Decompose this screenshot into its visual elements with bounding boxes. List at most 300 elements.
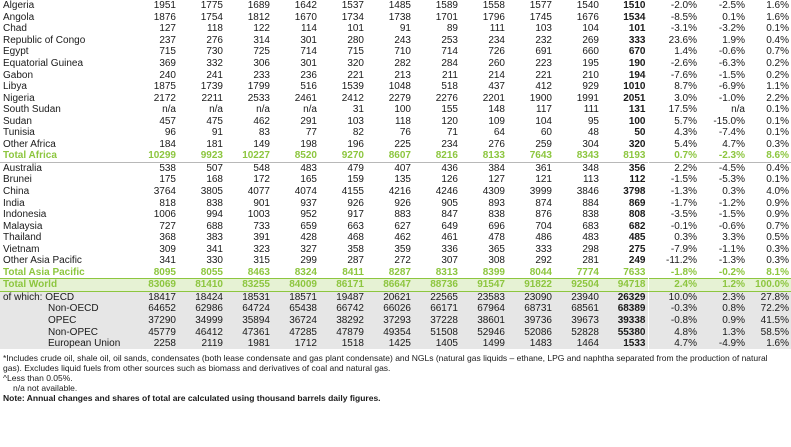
table-cell: 243 xyxy=(394,34,411,46)
table-cell: 135 xyxy=(394,174,411,186)
table-cell: 8324 xyxy=(294,266,317,278)
table-cell: -4.9% xyxy=(699,338,747,350)
table-cell: 111 xyxy=(489,23,505,35)
table-cell: 1510 xyxy=(623,0,646,12)
table-cell: 1405 xyxy=(413,338,460,350)
table-cell: 0.5% xyxy=(766,232,789,244)
table-cell: 365 xyxy=(488,243,505,255)
table-cell: 120 xyxy=(441,115,458,127)
table-cell: 8.1% xyxy=(766,266,789,278)
table-row xyxy=(0,81,791,93)
table-cell: 1483 xyxy=(507,338,554,350)
table-cell: -6.9% xyxy=(718,81,745,93)
row-label: Australia xyxy=(0,162,131,174)
row-label: Total Africa xyxy=(3,150,57,162)
table-cell: 8463 xyxy=(247,266,270,278)
table-cell: 8.6% xyxy=(766,150,789,162)
table-cell: 818 xyxy=(159,197,176,209)
table-cell: 45779 xyxy=(131,326,178,338)
table-cell: 691 xyxy=(535,46,552,58)
table-cell: 314 xyxy=(253,34,270,46)
table-cell: 874 xyxy=(535,197,552,209)
table-cell: 48 xyxy=(587,127,599,139)
table-cell: 223 xyxy=(535,58,552,69)
table-cell: -2.0% xyxy=(648,0,699,12)
table-cell: 1425 xyxy=(366,338,413,350)
table-cell: 1812 xyxy=(247,11,270,23)
table-cell: 113 xyxy=(583,174,599,186)
table-cell: -0.6% xyxy=(718,46,745,58)
table-cell: 2258 xyxy=(131,338,178,350)
table-cell: 1799 xyxy=(247,81,270,93)
table-cell: 20621 xyxy=(366,291,413,303)
table-cell: 39673 xyxy=(554,315,601,327)
row-label: Other Asia Pacific xyxy=(3,255,82,267)
table-cell: 276 xyxy=(488,138,505,150)
table-cell: 36724 xyxy=(272,315,319,327)
table-cell: 68389 xyxy=(601,303,648,315)
table-cell: -6.3% xyxy=(718,58,745,69)
table-cell: 260 xyxy=(488,58,505,69)
table-cell: 52086 xyxy=(507,326,554,338)
table-cell: 730 xyxy=(206,46,223,58)
table-cell: 91 xyxy=(399,23,411,35)
table-row xyxy=(0,315,791,327)
table-cell: 0.1% xyxy=(766,23,789,35)
table-cell: 198 xyxy=(300,138,317,150)
table-cell: 1745 xyxy=(529,11,552,23)
table-cell: 3999 xyxy=(529,186,552,198)
row-label: Nigeria xyxy=(3,92,35,104)
table-cell: 368 xyxy=(159,232,176,244)
table-cell: -2.5% xyxy=(718,0,745,12)
table-cell: 126 xyxy=(441,174,458,186)
table-cell: 359 xyxy=(394,243,411,255)
table-cell: 733 xyxy=(253,220,270,232)
table-cell: 301 xyxy=(300,34,317,46)
table-cell: 91822 xyxy=(507,279,554,292)
table-cell: 332 xyxy=(206,58,223,69)
table-cell: 0.1% xyxy=(766,115,789,127)
table-cell: 1540 xyxy=(576,0,599,12)
table-cell: -1.3% xyxy=(718,255,745,267)
table-cell: 1003 xyxy=(247,209,270,221)
table-cell: 1676 xyxy=(576,11,599,23)
table-cell: 4246 xyxy=(435,186,458,198)
table-cell: 659 xyxy=(300,220,317,232)
table-cell: 55380 xyxy=(601,326,648,338)
table-cell: 3846 xyxy=(576,186,599,198)
table-row xyxy=(0,35,791,47)
table-cell: 0.4% xyxy=(766,34,789,46)
table-cell: 89 xyxy=(446,23,458,35)
table-cell: 407 xyxy=(366,162,413,174)
table-cell: -8.5% xyxy=(648,12,699,24)
table-cell: 838 xyxy=(582,209,599,221)
table-cell: 384 xyxy=(460,162,507,174)
table-cell: 8095 xyxy=(153,266,176,278)
row-label: Malaysia xyxy=(3,220,43,232)
table-cell: 0.1% xyxy=(766,104,789,116)
table-cell: 1796 xyxy=(482,11,505,23)
table-cell: 483 xyxy=(582,232,599,244)
table-cell: 64724 xyxy=(225,303,272,315)
table-cell: 1739 xyxy=(200,81,223,93)
table-cell: 86171 xyxy=(319,279,366,292)
table-cell: 181 xyxy=(206,138,223,150)
table-cell: 60 xyxy=(540,127,552,139)
table-cell: 1875 xyxy=(153,81,176,93)
table-cell: 104 xyxy=(582,23,599,35)
table-cell: 486 xyxy=(535,232,552,244)
table-cell: 0.1% xyxy=(766,174,789,186)
table-cell: 2201 xyxy=(482,92,505,104)
table-cell: 83069 xyxy=(131,279,178,292)
table-cell: 23.6% xyxy=(648,35,699,47)
table-cell: 649 xyxy=(441,220,458,232)
table-cell: 1537 xyxy=(341,0,364,12)
table-cell: -1.5% xyxy=(648,174,699,186)
table-cell: 149 xyxy=(253,138,270,150)
table-cell: 2.2% xyxy=(766,92,789,104)
table-cell: 0.7% xyxy=(766,46,789,58)
table-cell: 1689 xyxy=(247,0,270,12)
table-cell: 8287 xyxy=(388,266,411,278)
table-cell: 159 xyxy=(347,174,364,186)
table-cell: 127 xyxy=(488,174,505,186)
table-cell: 926 xyxy=(394,197,411,209)
table-cell: 8044 xyxy=(529,266,552,278)
table-cell: 241 xyxy=(206,69,223,81)
table-cell: -2.3% xyxy=(718,150,745,162)
table-cell: 38292 xyxy=(319,315,366,327)
table-row xyxy=(0,162,791,174)
table-cell: 1.6% xyxy=(766,0,789,12)
table-cell: 117 xyxy=(536,104,552,116)
table-cell: -1.7% xyxy=(648,197,699,209)
table-cell: 2.4% xyxy=(648,279,699,292)
table-cell: 47285 xyxy=(272,326,319,338)
table-cell: 1.6% xyxy=(747,338,791,350)
table-cell: 10227 xyxy=(242,150,270,162)
row-label: Indonesia xyxy=(3,209,47,221)
table-cell: 1464 xyxy=(554,338,601,350)
table-cell: 715 xyxy=(347,46,364,58)
table-cell: 320 xyxy=(347,58,364,69)
table-cell: 5.4% xyxy=(648,139,699,151)
row-label: Equatorial Guinea xyxy=(3,58,84,69)
table-cell: 627 xyxy=(394,220,411,232)
table-cell: 81410 xyxy=(178,279,225,292)
table-cell: 3805 xyxy=(200,186,223,198)
table-row xyxy=(0,291,791,303)
table-cell: 221 xyxy=(347,69,364,81)
table-cell: 1775 xyxy=(200,0,223,12)
table-cell: 8193 xyxy=(623,150,646,162)
row-label: of which: OECD xyxy=(0,291,131,303)
table-cell: 114 xyxy=(301,23,317,35)
table-cell: 8216 xyxy=(435,150,458,162)
table-cell: 1951 xyxy=(153,0,176,12)
table-cell: 46412 xyxy=(178,326,225,338)
table-cell: 4216 xyxy=(388,186,411,198)
table-cell: 83255 xyxy=(225,279,272,292)
table-cell: 937 xyxy=(300,197,317,209)
footnote-not-available: n/a not available. xyxy=(13,383,78,393)
row-label: Sudan xyxy=(3,115,32,127)
row-label: Thailand xyxy=(3,232,42,244)
table-cell: -0.8% xyxy=(648,315,699,327)
table-cell: 196 xyxy=(347,138,364,150)
table-cell: 10299 xyxy=(148,150,176,162)
table-cell: 518 xyxy=(441,81,458,93)
table-cell: 165 xyxy=(300,174,317,186)
table-cell: 39736 xyxy=(507,315,554,327)
table-cell: 64652 xyxy=(131,303,178,315)
table-cell: 210 xyxy=(582,69,599,81)
table-row xyxy=(0,220,791,232)
table-cell: 369 xyxy=(159,58,176,69)
table-cell: 437 xyxy=(488,81,505,93)
table-cell: -7.4% xyxy=(718,127,745,139)
table-cell: 905 xyxy=(441,197,458,209)
table-cell: 1534 xyxy=(623,11,646,23)
table-cell: 306 xyxy=(253,58,270,69)
footnotes xyxy=(3,353,773,403)
table-cell: 50 xyxy=(634,127,646,139)
table-cell: 4309 xyxy=(482,186,505,198)
table-cell: 478 xyxy=(488,232,505,244)
table-cell: 917 xyxy=(347,209,364,221)
table-cell: 214 xyxy=(488,69,505,81)
table-cell: 35894 xyxy=(225,315,272,327)
table-cell: -7.9% xyxy=(648,243,699,255)
table-cell: 952 xyxy=(300,209,317,221)
table-cell: 92504 xyxy=(554,279,601,292)
table-cell: 309 xyxy=(159,243,176,255)
table-cell: 320 xyxy=(628,138,646,150)
table-cell: -0.1% xyxy=(648,220,699,232)
table-cell: 468 xyxy=(347,232,364,244)
table-cell: 876 xyxy=(535,209,552,221)
row-label: China xyxy=(3,186,30,198)
table-cell: 725 xyxy=(253,46,270,58)
table-cell: -2.6% xyxy=(648,58,699,70)
table-cell: 5.7% xyxy=(648,115,699,127)
table-cell: -0.3% xyxy=(648,303,699,315)
table-row xyxy=(0,58,791,70)
table-cell: 148 xyxy=(488,104,505,116)
table-cell: n/a xyxy=(209,104,223,116)
table-cell: 7774 xyxy=(576,266,599,278)
table-cell: 240 xyxy=(159,69,176,81)
table-cell: -1.0% xyxy=(718,92,745,104)
table-cell: 715 xyxy=(159,46,176,58)
table-cell: 1577 xyxy=(529,0,552,12)
table-cell: 52946 xyxy=(460,326,507,338)
total-row xyxy=(0,279,791,292)
table-cell: -3.2% xyxy=(718,23,745,35)
table-cell: -0.2% xyxy=(718,266,745,278)
table-cell: 0.3% xyxy=(766,138,789,150)
table-cell: 66026 xyxy=(366,303,413,315)
table-cell: 23940 xyxy=(554,291,601,303)
table-cell: 7633 xyxy=(623,266,646,278)
table-cell: 356 xyxy=(601,162,648,174)
table-cell: 884 xyxy=(582,197,599,209)
table-cell: 2051 xyxy=(623,92,646,104)
table-cell: 1991 xyxy=(576,92,599,104)
table-cell: 301 xyxy=(300,58,317,69)
table-cell: 361 xyxy=(507,162,554,174)
table-cell: 65438 xyxy=(272,303,319,315)
table-cell: 4.8% xyxy=(648,326,699,338)
table-cell: 91547 xyxy=(460,279,507,292)
table-cell: 280 xyxy=(347,34,364,46)
footnote-calculation-note: Note: Annual changes and shares of total are calculated using thousand barrels daily figures. xyxy=(3,393,381,403)
table-cell: 272 xyxy=(394,255,411,267)
table-cell: 333 xyxy=(628,34,646,46)
table-cell: 485 xyxy=(628,232,646,244)
table-cell: 8520 xyxy=(294,150,317,162)
table-cell: 100 xyxy=(394,104,411,116)
table-cell: 727 xyxy=(159,220,176,232)
table-cell: 1712 xyxy=(272,338,319,350)
table-cell: 66742 xyxy=(319,303,366,315)
table-cell: 507 xyxy=(178,162,225,174)
table-cell: 704 xyxy=(535,220,552,232)
table-cell: 391 xyxy=(253,232,270,244)
table-cell: 7643 xyxy=(529,150,552,162)
table-cell: -7.6% xyxy=(648,69,699,81)
table-cell: 462 xyxy=(394,232,411,244)
table-cell: 1539 xyxy=(341,81,364,93)
table-row xyxy=(0,243,791,255)
table-cell: 118 xyxy=(207,23,223,35)
table-cell: 64 xyxy=(493,127,505,139)
table-cell: 82 xyxy=(352,127,364,139)
table-cell: 341 xyxy=(206,243,223,255)
table-cell: 68731 xyxy=(507,303,554,315)
table-cell: 91 xyxy=(211,127,223,139)
table-row xyxy=(0,326,791,338)
table-cell: 8133 xyxy=(482,150,505,162)
table-cell: 2.3% xyxy=(699,291,747,303)
table-cell: 96 xyxy=(164,127,176,139)
table-cell: n/a xyxy=(162,104,176,116)
table-cell: 548 xyxy=(225,162,272,174)
table-cell: 26329 xyxy=(601,291,648,303)
table-cell: 0.2% xyxy=(766,69,789,81)
table-row xyxy=(0,46,791,58)
table-cell: 168 xyxy=(206,174,223,186)
table-row xyxy=(0,255,791,267)
table-cell: 51508 xyxy=(413,326,460,338)
table-cell: 0.3% xyxy=(766,255,789,267)
table-cell: 3.0% xyxy=(648,92,699,104)
table-cell: 1048 xyxy=(388,81,411,93)
table-cell: 869 xyxy=(628,197,646,209)
table-cell: 253 xyxy=(441,34,458,46)
table-cell: 86647 xyxy=(366,279,413,292)
table-cell: n/a xyxy=(256,104,270,116)
table-cell: 101 xyxy=(628,23,646,35)
row-label: Algeria xyxy=(3,0,35,12)
table-cell: 710 xyxy=(394,46,411,58)
table-cell: 101 xyxy=(347,23,364,35)
table-cell: 1010 xyxy=(623,81,646,93)
table-cell: 847 xyxy=(441,209,458,221)
table-cell: 31 xyxy=(352,104,364,116)
table-cell: 2276 xyxy=(435,92,458,104)
table-cell: 323 xyxy=(253,243,270,255)
table-cell: 1589 xyxy=(435,0,458,12)
table-cell: 88736 xyxy=(413,279,460,292)
table-cell: 479 xyxy=(319,162,366,174)
table-cell: 4.0% xyxy=(766,186,789,198)
table-cell: 714 xyxy=(441,46,458,58)
table-cell: 281 xyxy=(582,255,599,267)
table-cell: 4.3% xyxy=(648,127,699,139)
table-cell: 47361 xyxy=(225,326,272,338)
row-label: Egypt xyxy=(3,46,29,58)
table-cell: 1981 xyxy=(225,338,272,350)
table-cell: 100.0% xyxy=(747,279,791,292)
table-cell: 71 xyxy=(446,127,458,139)
table-cell: 259 xyxy=(535,138,552,150)
table-cell: 0.3% xyxy=(722,186,745,198)
table-cell: 131 xyxy=(628,104,646,116)
row-label: India xyxy=(3,197,25,209)
table-cell: 538 xyxy=(131,162,178,174)
table-cell: 663 xyxy=(347,220,364,232)
table-cell: 22565 xyxy=(413,291,460,303)
table-cell: 475 xyxy=(206,115,223,127)
table-cell: 8055 xyxy=(200,266,223,278)
table-cell: 0.9% xyxy=(699,315,747,327)
row-label: Republic of Congo xyxy=(3,34,86,46)
table-cell: 8411 xyxy=(342,266,364,278)
table-cell: 17.5% xyxy=(648,104,699,116)
table-cell: 0.7% xyxy=(648,150,699,162)
table-cell: 52828 xyxy=(554,326,601,338)
table-cell: -15.0% xyxy=(713,115,745,127)
table-cell: 37293 xyxy=(366,315,413,327)
table-cell: 327 xyxy=(300,243,317,255)
table-cell: 2.2% xyxy=(648,162,699,174)
table-cell: 83 xyxy=(258,127,270,139)
table-row xyxy=(0,0,791,12)
table-cell: 103 xyxy=(347,115,364,127)
table-row xyxy=(0,303,791,315)
table-cell: 838 xyxy=(206,197,223,209)
table-cell: 893 xyxy=(488,197,505,209)
table-cell: 234 xyxy=(441,138,458,150)
row-label: Tunisia xyxy=(3,127,35,139)
row-label: European Union xyxy=(0,338,131,350)
table-cell: 412 xyxy=(535,81,552,93)
table-cell: 670 xyxy=(628,46,646,58)
table-cell: 1518 xyxy=(319,338,366,350)
table-cell: 0.3% xyxy=(766,243,789,255)
footnote-definition: *Includes crude oil, shale oil, oil sands, condensates (both lease condensate and gas plant condensate) and NGLs (natural gas liquids – ethane, LPG and naphtha separated from the production of natural gas). Excludes liquid fuels from other sources such as biomass and derivatives of coal and natural gas. xyxy=(3,353,768,373)
table-cell: 1.2% xyxy=(699,279,747,292)
table-cell: n/a xyxy=(731,104,745,116)
table-cell: 249 xyxy=(628,255,646,267)
table-cell: -11.2% xyxy=(648,255,699,267)
table-cell: 155 xyxy=(441,104,458,116)
table-cell: 37290 xyxy=(131,315,178,327)
